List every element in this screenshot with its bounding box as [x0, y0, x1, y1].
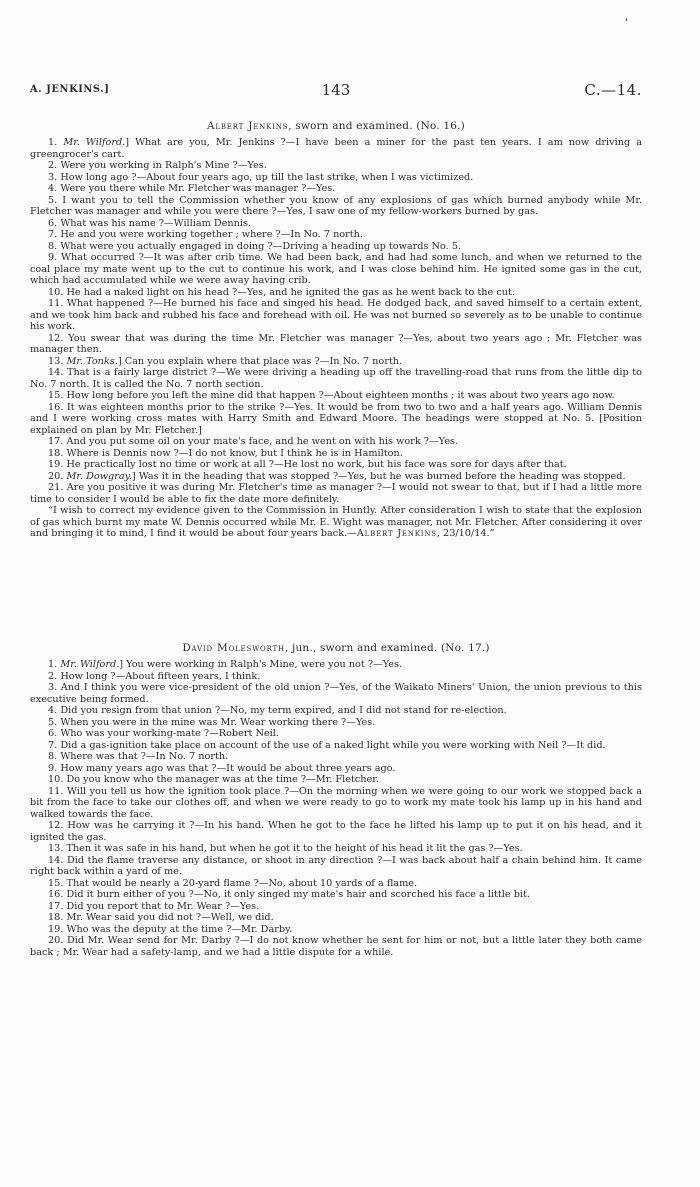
paragraph-text: 8. What were you actually engaged in doing ?—Driving a heading up towards No. 5.: [48, 240, 462, 252]
paragraph-text: 15. How long before you left the mine did that happen ?—About eighteen months ; it was about two years ago now.: [48, 390, 615, 401]
paragraph-text: 14. That is a fairly large district ?—We were driving a heading up off the travelling-road that runs from the little dip to No. 7 north. It is called the No. 7 north section.: [30, 367, 642, 390]
paragraph-text: 3. And I think you were vice-president of the old union ?—Yes, of the Waikato Miners' Union, the union previous to this executive being formed.: [30, 682, 642, 705]
testimony-albert-jenkins: [30, 137, 642, 540]
section-heading-albert-jenkins: [30, 120, 642, 132]
paragraph-text: 18. Mr. Wear said you did not ?—Well, we did.: [48, 912, 274, 923]
speaker-name: Mr. Dowgray.: [66, 470, 132, 482]
qa-paragraph: [30, 935, 642, 958]
paragraph-text: 4. Were you there while Mr. Fletcher was manager ?—Yes.: [48, 183, 336, 194]
qa-paragraph: [30, 774, 642, 786]
question-number: 1.: [48, 659, 61, 670]
paragraph-text: 2. How long ?—About fifteen years, I think.: [48, 670, 261, 682]
qa-paragraph: [30, 924, 642, 936]
paragraph-text: 11. Will you tell us how the ignition took place ?—On the morning when we were going to our work we stopped back a bit from the face to take our clothes off, and when we were ready to go to work my mate took his lamp up in his hand and walked towards the face.: [30, 785, 642, 820]
qa-paragraph: [30, 218, 642, 230]
paragraph-text: 21. Are you positive it was during Mr. Fletcher's time as manager ?—I would not swear to that, but if I had a little more time to consider I would be able to fix the date more definitely.: [30, 482, 642, 505]
qa-paragraph: [30, 482, 642, 505]
paragraph-text: 8. Where was that ?—In No. 7 north.: [48, 751, 229, 762]
paragraph-text: 9. How many years ago was that ?—It would be about three years ago.: [48, 762, 396, 774]
qa-paragraph: [30, 356, 642, 368]
paragraph-text: 10. Do you know who the manager was at the time ?—Mr. Fletcher.: [48, 774, 379, 785]
paragraph-text: ] You were working in Ralph's Mine, were you not ?—Yes.: [119, 659, 403, 670]
document-reference: C.—14.: [584, 81, 642, 99]
qa-paragraph: [30, 137, 642, 160]
qa-paragraph: [30, 172, 642, 184]
paragraph-text: “I wish to correct my evidence given to the Commission in Huntly. After consideration I wish to state that the explosion of gas which burnt my mate W. Dennis occurred while Mr. E. Wight was manager, not Mr. Fletcher. After considering it over and bringing it to mind, I find it would be about four years back.—: [30, 505, 642, 539]
paragraph-text: ] Was it in the heading that was stopped ?—Yes, but he was burned before the heading was stopped.: [131, 470, 626, 482]
paragraph-text: 20. Did Mr. Wear send for Mr. Darby ?—I do not know whether he sent for him or not, but a little later they both came back ; Mr. Wear had a safety-lamp, and we had a little dispute for a while.: [30, 935, 642, 958]
paragraph-text: 6. What was his name ?—William Dennis.: [48, 217, 252, 229]
witness-name: Albert Jenkins: [207, 120, 289, 132]
qa-paragraph: [30, 287, 642, 299]
signature-date: , 23/10/14.”: [436, 528, 495, 539]
speaker-name: Mr. Wilford.: [60, 659, 120, 670]
qa-paragraph: [30, 241, 642, 253]
qa-paragraph: [30, 402, 642, 437]
qa-paragraph: [30, 889, 642, 901]
qa-paragraph: [30, 763, 642, 775]
qa-paragraph: [30, 740, 642, 752]
qa-paragraph: [30, 160, 642, 172]
qa-paragraph: [30, 436, 642, 448]
paragraph-text: 12. How was he carrying it ?—In his hand. When he got to the face he lifted his lamp up to put it on his head, and it ignited the gas.: [30, 820, 642, 843]
paragraph-text: 4. Did you resign from that union ?—No, my term expired, and I did not stand for re-election.: [48, 705, 507, 716]
paragraph-text: 13. Then it was safe in his hand, but when he got it to the height of his head it lit the gas ?—Yes.: [48, 843, 523, 854]
paragraph-text: 14. Did the flame traverse any distance, or shoot in any direction ?—I was back about half a chain behind him. It came right back within a yard of me.: [30, 854, 642, 877]
qa-paragraph: [30, 505, 642, 540]
qa-paragraph: [30, 183, 642, 195]
qa-paragraph: [30, 786, 642, 821]
paragraph-text: 17. And you put some oil on your mate's face, and he went on with his work ?—Yes.: [48, 436, 458, 447]
qa-paragraph: [30, 448, 642, 460]
qa-paragraph: [30, 682, 642, 705]
qa-paragraph: [30, 751, 642, 763]
qa-paragraph: [30, 878, 642, 890]
qa-paragraph: [30, 229, 642, 241]
page-number: 143: [321, 81, 351, 99]
paragraph-text: 11. What happened ?—He burned his face and singed his head. He dodged back, and saved himself to a certain extent, and we took him back and rubbed his face and forehead with oil. He was not burned so severely as to be unable to continue his work.: [30, 298, 642, 332]
witness-name: David Molesworth: [182, 642, 285, 654]
paragraph-text: 2. Were you working in Ralph's Mine ?—Yes.: [48, 160, 267, 171]
qa-paragraph: [30, 459, 642, 471]
paragraph-text: 10. He had a naked light on his head ?—Yes, and he ignited the gas as he went back to the cut.: [48, 286, 515, 298]
speaker-name: Mr. Tonks.: [66, 355, 118, 367]
paragraph-text: 5. When you were in the mine was Mr. Wear working there ?—Yes.: [48, 716, 376, 728]
qa-paragraph: [30, 717, 642, 729]
question-number: 1.: [48, 137, 64, 148]
qa-paragraph: [30, 252, 642, 287]
qa-paragraph: [30, 843, 642, 855]
paragraph-text: 19. Who was the deputy at the time ?—Mr. Darby.: [48, 923, 293, 935]
paragraph-text: 16. It was eighteen months prior to the strike ?—Yes. It would be from two to two and a half years ago. William Dennis and I were working cross mates with Harry Smith and Edward Moore. The headings were stopped at No. 5. [Position explained on plan by Mr. Fletcher.]: [30, 401, 642, 436]
paragraph-text: 5. I want you to tell the Commission whether you know of any explosions of gas which burned anybody while Mr. Fletcher was manager and while you were there ?—Yes, I saw one of my fellow-workers burned by gas.: [30, 194, 642, 217]
qa-paragraph: [30, 820, 642, 843]
qa-paragraph: [30, 912, 642, 924]
section-heading-david-molesworth: [30, 642, 642, 654]
paragraph-text: 17. Did you report that to Mr. Wear ?—Yes.: [48, 900, 260, 912]
qa-paragraph: [30, 855, 642, 878]
heading-rest: , sworn and examined. (No. 16.): [288, 120, 465, 132]
testimony-david-molesworth: [30, 659, 642, 958]
speaker-name: Mr. Wilford.: [63, 137, 126, 148]
paragraph-text: 18. Where is Dennis now ?—I do not know, but I think he is in Hamilton.: [48, 447, 403, 459]
paragraph-text: 3. How long ago ?—About four years ago, up till the last strike, when I was victimized.: [48, 171, 474, 183]
qa-paragraph: [30, 705, 642, 717]
paragraph-text: 6. Who was your working-mate ?—Robert Neil.: [48, 728, 279, 739]
signature-name: Albert Jenkins: [356, 528, 437, 539]
heading-rest: , jun., sworn and examined. (No. 17.): [284, 642, 490, 654]
qa-paragraph: [30, 471, 642, 483]
document-page: [30, 0, 642, 1187]
qa-paragraph: [30, 298, 642, 333]
paragraph-text: 12. You swear that was during the time Mr. Fletcher was manager ?—Yes, about two years ago ; Mr. Fletcher was manager then.: [30, 332, 642, 355]
paragraph-text: 19. He practically lost no time or work at all ?—He lost no work, but his face was sore for days after that.: [48, 459, 567, 470]
paragraph-text: ] Can you explain where that place was ?—In No. 7 north.: [117, 355, 403, 367]
page-header: [30, 80, 642, 100]
paragraph-text: 9. What occurred ?—It was after crib time. We had been back, and had had some lunch, and when we returned to the coal place my mate went up to the cut to continue his work, and I was close behind him. He ignited some gas in the cut, which had accumulated while we were away having crib.: [30, 252, 642, 286]
paragraph-text: 15. That would be nearly a 20-yard flame ?—No, about 10 yards of a flame.: [48, 877, 418, 889]
qa-paragraph: [30, 367, 642, 390]
header-witness: A. JENKINS.]: [30, 84, 110, 95]
question-number: 20.: [48, 470, 67, 482]
qa-paragraph: [30, 671, 642, 683]
qa-paragraph: [30, 195, 642, 218]
qa-paragraph: [30, 901, 642, 913]
paragraph-text: 7. Did a gas-ignition take place on account of the use of a naked light while you were working with Neil ?—It did.: [48, 739, 606, 751]
paragraph-text: ] What are you, Mr. Jenkins ?—I have been a miner for the past ten years. I am now driving a greengrocer's cart.: [30, 137, 642, 160]
qa-paragraph: [30, 390, 642, 402]
question-number: 13.: [48, 355, 67, 367]
paragraph-text: 16. Did it burn either of you ?—No, it only singed my mate's hair and scorched his face a little bit.: [48, 889, 530, 900]
qa-paragraph: [30, 333, 642, 356]
qa-paragraph: [30, 728, 642, 740]
qa-paragraph: [30, 659, 642, 671]
paragraph-text: 7. He and you were working together ; where ?—In No. 7 north.: [48, 229, 363, 240]
